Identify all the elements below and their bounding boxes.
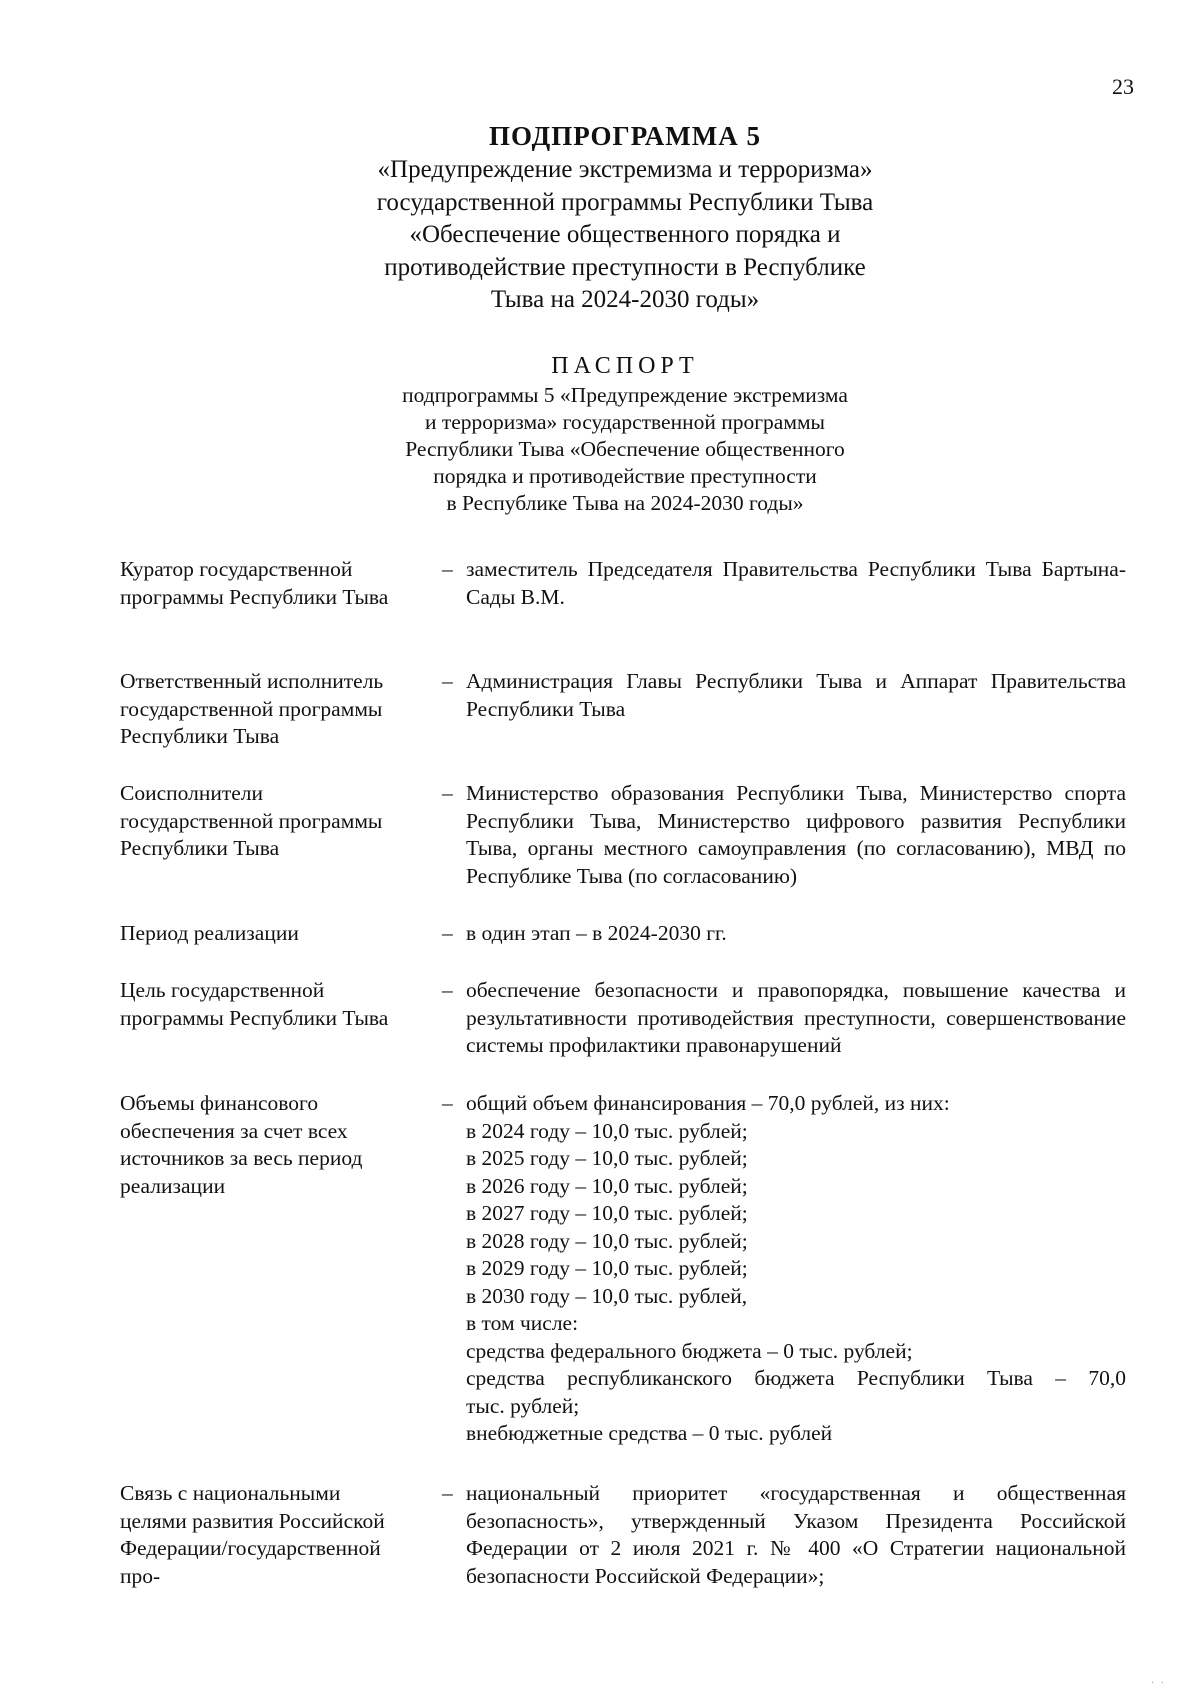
row-value: заместитель Председателя Правительства Республики Тыва Бартына-Сады В.М. xyxy=(466,557,1126,609)
financing-line: внебюджетные средства – 0 тыс. рублей xyxy=(466,1421,833,1445)
row-value: Администрация Главы Республики Тыва и Аппарат Правительства Республики Тыва xyxy=(466,669,1126,721)
row-dash: – xyxy=(442,781,453,805)
financing-line: средства федерального бюджета – 0 тыс. рублей; xyxy=(466,1338,913,1363)
page-number: 23 xyxy=(1112,74,1134,99)
row-value: Министерство образования Республики Тыва, Министерство спорта Республики Тыва, Министерство цифрового развития Республики Тыва, органы местного самоуправления (по согласованию), МВД по Республике Тыва (по согласованию) xyxy=(466,781,1126,888)
row-dash: – xyxy=(442,669,453,693)
row-dash: – xyxy=(442,1091,453,1115)
subprogram-title-line: противодействие преступности в Республике xyxy=(384,253,866,281)
row-label: Объемы финансового обеспечения за счет всех источников за весь период реализации xyxy=(120,1091,363,1198)
financing-line: в 2030 году – 10,0 тыс. рублей, xyxy=(466,1283,748,1308)
row-dash: – xyxy=(442,921,453,945)
passport-subtitle-line: Республики Тыва «Обеспечение общественного xyxy=(405,437,845,461)
financing-line: в том числе: xyxy=(466,1311,579,1335)
row-label: Цель государственной программы Республики Тыва xyxy=(120,978,389,1030)
row-label: Куратор государственной программы Республики Тыва xyxy=(120,557,389,609)
row-value: в один этап – в 2024-2030 гг. xyxy=(466,921,727,945)
row-value: обеспечение безопасности и правопорядка, повышение качества и результативности противодействия преступности, совершенствование системы профилактики правонарушений xyxy=(466,978,1126,1057)
row-label: Связь с национальными целями развития Российской Федерации/государственной про- xyxy=(120,1481,385,1588)
financing-line: в 2028 году – 10,0 тыс. рублей; xyxy=(466,1228,748,1253)
subprogram-title-line: государственной программы Республики Тыва xyxy=(376,188,874,216)
subprogram-title-line: «Предупреждение экстремизма и терроризма» xyxy=(377,156,873,183)
row-value-list xyxy=(466,1090,1126,1448)
row-label: Ответственный исполнитель государственной программы Республики Тыва xyxy=(120,669,384,748)
financing-line: общий объем финансирования – 70,0 рублей, из них: xyxy=(466,1091,950,1115)
passport-subtitle-line: подпрограммы 5 «Предупреждение экстремизма xyxy=(402,383,848,407)
row-dash: – xyxy=(442,557,453,581)
row-label: Период реализации xyxy=(120,921,299,945)
subprogram-title: ПОДПРОГРАММА 5 xyxy=(488,121,761,151)
subprogram-title-line: «Обеспечение общественного порядка и xyxy=(409,221,841,248)
passport-subtitle-line: порядка и противодействие преступности xyxy=(433,464,817,488)
passport-title: ПАСПОРТ xyxy=(551,353,699,379)
financing-line: тыс. рублей; xyxy=(466,1393,580,1418)
financing-line: в 2024 году – 10,0 тыс. рублей; xyxy=(466,1118,748,1143)
financing-line: в 2029 году – 10,0 тыс. рублей; xyxy=(466,1256,748,1280)
financing-line: в 2026 году – 10,0 тыс. рублей; xyxy=(466,1173,748,1198)
subprogram-title-line: Тыва на 2024-2030 годы» xyxy=(490,286,760,313)
financing-line: в 2027 году – 10,0 тыс. рублей; xyxy=(466,1201,748,1225)
row-value: национальный приоритет «государственная и общественная безопасность», утвержденный Указом Президента Российской Федерации от 2 июля 2021 г. № 400 «О Стратегии национальной безопасности Российской Федерации»; xyxy=(466,1481,1126,1588)
subprogram-header xyxy=(0,118,1200,317)
row-dash: – xyxy=(442,1481,453,1505)
financing-line: средства республиканского бюджета Республики Тыва – 70,0 xyxy=(466,1366,1126,1390)
passport-header xyxy=(0,350,1200,517)
scan-specks: · · xyxy=(1150,1678,1166,1689)
passport-subtitle-line: в Республике Тыва на 2024-2030 годы» xyxy=(446,491,804,515)
row-dash: – xyxy=(442,978,453,1002)
row-label: Соисполнители государственной программы Республики Тыва xyxy=(120,781,383,860)
financing-line: в 2025 году – 10,0 тыс. рублей; xyxy=(466,1146,748,1170)
passport-subtitle-line: и терроризма» государственной программы xyxy=(424,410,826,434)
